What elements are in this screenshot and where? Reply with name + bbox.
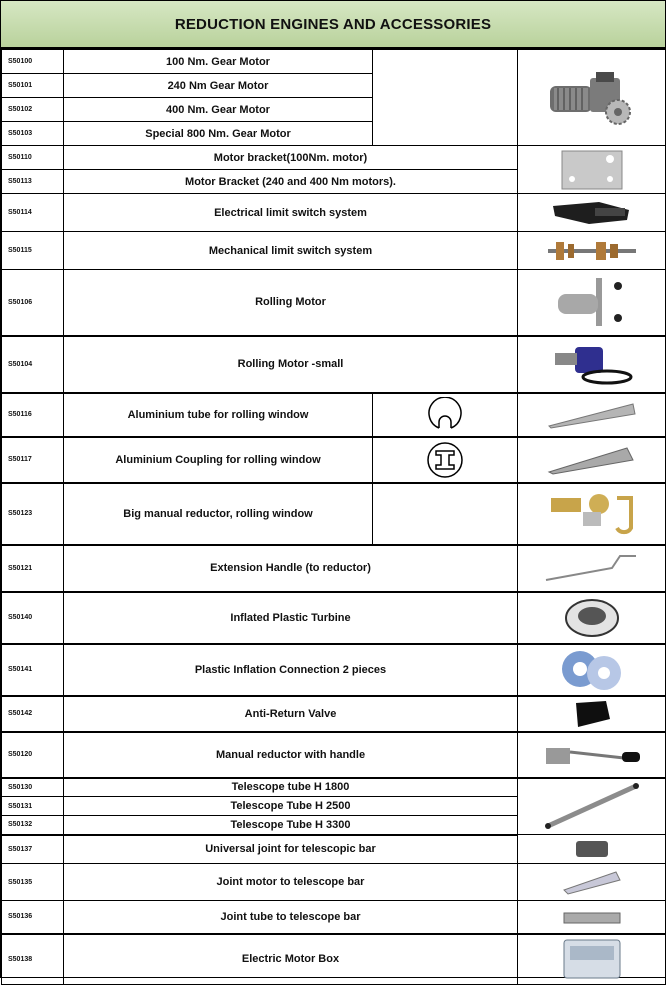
product-description: Telescope Tube H 2500 [64,797,518,816]
product-code: S50106 [2,270,64,336]
product-description: 240 Nm Gear Motor [64,74,373,98]
rolling-motor-photo [518,270,666,336]
table-row [2,336,666,393]
manual-reductor-icon [540,736,644,774]
telescope-tube-icon [542,780,642,832]
product-code: S50101 [2,74,64,98]
table-row [2,592,666,644]
product-description: 400 Nm. Gear Motor [64,98,373,122]
product-description: Joint tube to telescope bar [64,901,518,934]
big-reductor-icon [547,488,637,540]
universal-joint-photo [518,835,666,864]
product-table [1,49,666,985]
product-description: Rolling Motor [64,270,518,336]
table-row [2,644,666,696]
limit-switch-icon [549,198,635,228]
motor-bracket-photo [518,146,666,194]
coupling-profile-drawing [373,437,518,483]
table-row [2,270,666,336]
product-code: S50120 [2,732,64,778]
inflation-connection-photo [518,644,666,696]
product-code: S50116 [2,393,64,437]
table-row [2,50,666,74]
product-description: Anti-Return Valve [64,696,518,732]
tube-profile-icon [422,397,468,433]
product-description: Aluminium Coupling for rolling window [64,437,373,483]
product-code: S50103 [2,122,64,146]
page-title: REDUCTION ENGINES AND ACCESSORIES [1,1,665,49]
aluminium-coupling-photo [518,437,666,483]
big-manual-reductor-photo [518,483,666,545]
table-row [2,864,666,901]
telescope-tube-photo [518,778,666,835]
product-description: 100 Nm. Gear Motor [64,50,373,74]
product-description: Rolling Motor -small [64,336,518,393]
product-description: Big manual reductor, rolling window [64,483,373,545]
product-code: S50113 [2,170,64,194]
empty-cell [373,50,518,146]
table-row [2,934,666,985]
product-description: Extension Handle (to reductor) [64,545,518,592]
product-code: S50102 [2,98,64,122]
product-code: S50140 [2,592,64,644]
product-description: Electrical limit switch system [64,194,518,232]
product-description: Universal joint for telescopic bar [64,835,518,864]
table-row [2,232,666,270]
aluminium-tube-photo [518,393,666,437]
rolling-motor-small-photo [518,336,666,393]
product-code: S50142 [2,696,64,732]
aluminium-tube-icon [547,400,637,430]
electric-motor-box-photo [518,934,666,985]
product-code: S50100 [2,50,64,74]
product-description: Manual reductor with handle [64,732,518,778]
product-description: Inflated Plastic Turbine [64,592,518,644]
product-description: Special 800 Nm. Gear Motor [64,122,373,146]
gear-motor-icon [544,68,640,128]
table-row [2,483,666,545]
product-description: Aluminium tube for rolling window [64,393,373,437]
table-row [2,437,666,483]
product-description: Plastic Inflation Connection 2 pieces [64,644,518,696]
inflation-connection-icon [552,647,632,693]
empty-cell [373,483,518,545]
universal-joint-icon [572,837,612,861]
manual-reductor-photo [518,732,666,778]
gear-motor-photo [518,50,666,146]
valve-icon [572,699,612,729]
product-description: Mechanical limit switch system [64,232,518,270]
product-code: S50121 [2,545,64,592]
extension-handle-icon [542,550,642,586]
rolling-motor-icon [552,274,632,330]
table-row [2,194,666,232]
table-row [2,835,666,864]
motor-box-icon [560,936,624,982]
product-description: Motor Bracket (240 and 400 Nm motors). [64,170,518,194]
coupling-profile-icon [422,441,468,479]
electrical-limit-switch-photo [518,194,666,232]
product-code: S50132 [2,816,64,835]
table-row [2,545,666,592]
product-description: Telescope Tube H 3300 [64,816,518,835]
joint-motor-icon [560,868,624,896]
motor-bracket-icon [560,149,624,191]
product-description: Telescope tube H 1800 [64,778,518,797]
extension-handle-photo [518,545,666,592]
product-code: S50130 [2,778,64,797]
mechanical-limit-switch-photo [518,232,666,270]
product-code: S50138 [2,934,64,985]
tube-profile-drawing [373,393,518,437]
product-description: Joint motor to telescope bar [64,864,518,901]
product-code: S50131 [2,797,64,816]
small-rolling-motor-icon [547,341,637,387]
product-code: S50136 [2,901,64,934]
table-row [2,732,666,778]
product-code: S50123 [2,483,64,545]
turbine-icon [562,596,622,640]
joint-tube-photo [518,901,666,934]
plastic-turbine-photo [518,592,666,644]
product-code: S50115 [2,232,64,270]
mechanical-switch-icon [546,236,638,266]
table-row [2,393,666,437]
table-row [2,901,666,934]
product-code: S50114 [2,194,64,232]
table-row [2,146,666,170]
product-code: S50110 [2,146,64,170]
anti-return-valve-photo [518,696,666,732]
product-code: S50141 [2,644,64,696]
product-code: S50117 [2,437,64,483]
product-description: Electric Motor Box [64,934,518,985]
joint-tube-icon [560,905,624,929]
product-description: Motor bracket(100Nm. motor) [64,146,518,170]
table-row [2,778,666,797]
aluminium-coupling-icon [547,444,637,476]
product-code: S50137 [2,835,64,864]
product-code: S50104 [2,336,64,393]
joint-motor-photo [518,864,666,901]
product-code: S50135 [2,864,64,901]
table-row [2,696,666,732]
